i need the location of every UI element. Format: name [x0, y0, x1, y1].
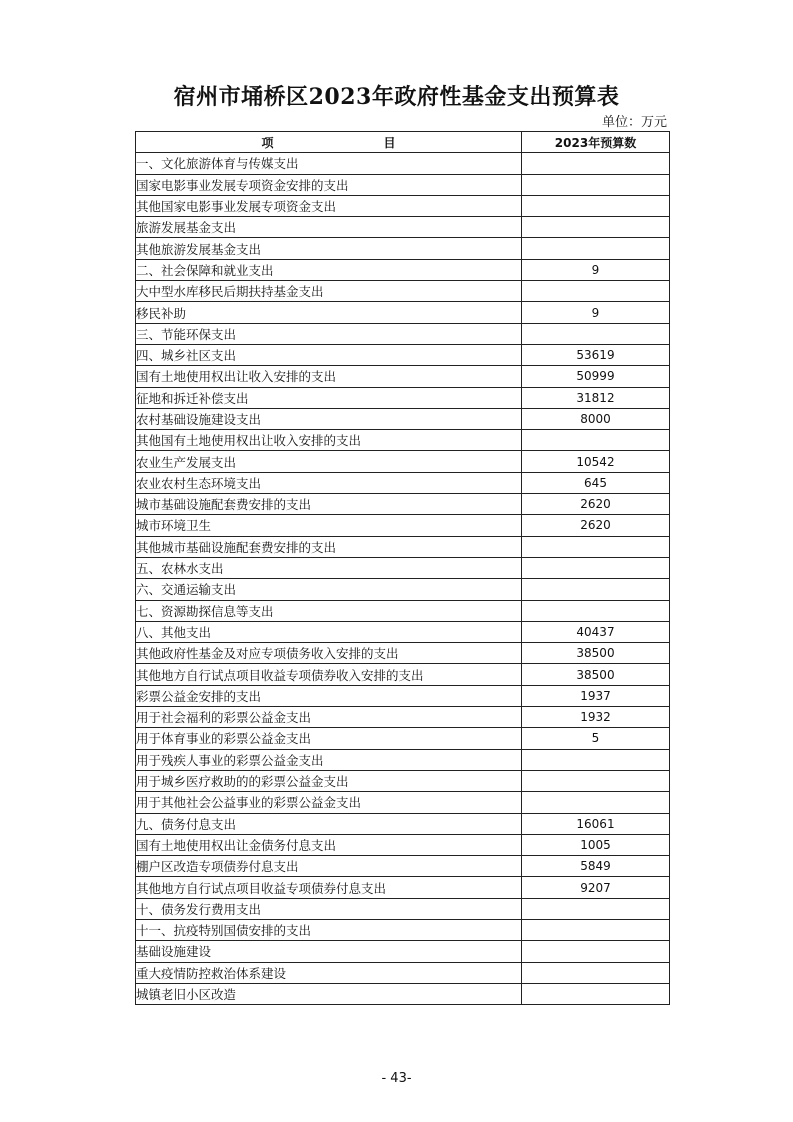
- row-name: 移民补助: [136, 302, 522, 323]
- table-row: [136, 983, 670, 1004]
- document-title: 宿州市埇桥区2023年政府性基金支出预算表: [173, 84, 620, 110]
- row-name: 十、债务发行费用支出: [136, 898, 522, 919]
- row-name: 七、资源勘探信息等支出: [136, 600, 522, 621]
- table-row: [136, 472, 670, 493]
- row-name: 城市基础设施配套费安排的支出: [136, 494, 522, 515]
- row-name: 用于体育事业的彩票公益金支出: [136, 728, 522, 749]
- row-name: 城镇老旧小区改造: [136, 983, 522, 1004]
- table-row: [136, 302, 670, 323]
- table-row: [136, 962, 670, 983]
- table-row: [136, 728, 670, 749]
- table-row: [136, 919, 670, 940]
- row-value: [522, 749, 670, 770]
- row-value: 1932: [522, 707, 670, 728]
- table-row: [136, 685, 670, 706]
- row-name: 二、社会保障和就业支出: [136, 259, 522, 280]
- table-header-row: [136, 132, 670, 153]
- page-number: - 43-: [381, 1071, 412, 1086]
- row-name: 农村基础设施建设支出: [136, 408, 522, 429]
- row-value: 9: [522, 302, 670, 323]
- row-value: 38500: [522, 664, 670, 685]
- row-name: 九、债务付息支出: [136, 813, 522, 834]
- header-item-char-1: 项: [261, 135, 274, 150]
- row-value: 9207: [522, 877, 670, 898]
- row-value: [522, 898, 670, 919]
- row-name: 其他城市基础设施配套费安排的支出: [136, 536, 522, 557]
- row-value: [522, 195, 670, 216]
- row-name: 用于社会福利的彩票公益金支出: [136, 707, 522, 728]
- row-name: 城市环境卫生: [136, 515, 522, 536]
- row-name: 棚户区改造专项债券付息支出: [136, 856, 522, 877]
- table-row: [136, 217, 670, 238]
- row-value: [522, 941, 670, 962]
- row-value: 5: [522, 728, 670, 749]
- row-value: 53619: [522, 344, 670, 365]
- row-name: 用于城乡医疗救助的的彩票公益金支出: [136, 770, 522, 791]
- row-name: 农业生产发展支出: [136, 451, 522, 472]
- table-row: [136, 941, 670, 962]
- table-row: [136, 323, 670, 344]
- row-value: 9: [522, 259, 670, 280]
- row-value: [522, 962, 670, 983]
- table-row: [136, 259, 670, 280]
- table-row: [136, 557, 670, 578]
- header-item-char-2: 目: [383, 135, 396, 150]
- row-name: 征地和拆迁补偿支出: [136, 387, 522, 408]
- budget-table: [135, 131, 670, 1005]
- table-row: [136, 430, 670, 451]
- row-name: 五、农林水支出: [136, 557, 522, 578]
- table-row: [136, 408, 670, 429]
- row-name: 重大疫情防控救治体系建设: [136, 962, 522, 983]
- row-value: 645: [522, 472, 670, 493]
- table-row: [136, 770, 670, 791]
- unit-label: 单位：万元: [601, 115, 667, 130]
- table-row: [136, 174, 670, 195]
- row-name: 四、城乡社区支出: [136, 344, 522, 365]
- table-row: [136, 536, 670, 557]
- row-value: 31812: [522, 387, 670, 408]
- row-value: [522, 238, 670, 259]
- table-row: [136, 749, 670, 770]
- row-value: 5849: [522, 856, 670, 877]
- table-row: [136, 621, 670, 642]
- row-name: 国有土地使用权出让金债务付息支出: [136, 834, 522, 855]
- row-value: 2620: [522, 515, 670, 536]
- table-row: [136, 579, 670, 600]
- row-value: 1937: [522, 685, 670, 706]
- row-value: [522, 323, 670, 344]
- table-row: [136, 238, 670, 259]
- table-row: [136, 664, 670, 685]
- row-name: 国有土地使用权出让收入安排的支出: [136, 366, 522, 387]
- table-row: [136, 813, 670, 834]
- row-value: [522, 579, 670, 600]
- row-name: 国家电影事业发展专项资金安排的支出: [136, 174, 522, 195]
- table-row: [136, 898, 670, 919]
- row-name: 其他政府性基金及对应专项债务收入安排的支出: [136, 643, 522, 664]
- row-name: 八、其他支出: [136, 621, 522, 642]
- row-value: [522, 983, 670, 1004]
- row-name: 一、文化旅游体育与传媒支出: [136, 153, 522, 174]
- row-name: 六、交通运输支出: [136, 579, 522, 600]
- row-name: 用于残疾人事业的彩票公益金支出: [136, 749, 522, 770]
- row-name: 农业农村生态环境支出: [136, 472, 522, 493]
- row-value: [522, 600, 670, 621]
- table-row: [136, 344, 670, 365]
- table-row: [136, 366, 670, 387]
- header-item: [136, 132, 522, 153]
- row-value: 40437: [522, 621, 670, 642]
- table-row: [136, 494, 670, 515]
- row-value: [522, 919, 670, 940]
- row-name: 其他地方自行试点项目收益专项债券收入安排的支出: [136, 664, 522, 685]
- row-value: 8000: [522, 408, 670, 429]
- row-name: 彩票公益金安排的支出: [136, 685, 522, 706]
- row-name: 十一、抗疫特别国债安排的支出: [136, 919, 522, 940]
- table-row: [136, 281, 670, 302]
- row-name: 基础设施建设: [136, 941, 522, 962]
- table-row: [136, 792, 670, 813]
- table-row: [136, 195, 670, 216]
- row-value: 10542: [522, 451, 670, 472]
- row-value: [522, 536, 670, 557]
- row-value: [522, 281, 670, 302]
- row-value: [522, 217, 670, 238]
- row-value: 38500: [522, 643, 670, 664]
- table-row: [136, 153, 670, 174]
- row-name: 其他国家电影事业发展专项资金支出: [136, 195, 522, 216]
- table-row: [136, 600, 670, 621]
- row-value: [522, 174, 670, 195]
- row-name: 用于其他社会公益事业的彩票公益金支出: [136, 792, 522, 813]
- row-value: [522, 770, 670, 791]
- row-name: 三、节能环保支出: [136, 323, 522, 344]
- row-value: 16061: [522, 813, 670, 834]
- row-value: 1005: [522, 834, 670, 855]
- table-row: [136, 387, 670, 408]
- table-row: [136, 515, 670, 536]
- table-row: [136, 856, 670, 877]
- row-name: 大中型水库移民后期扶持基金支出: [136, 281, 522, 302]
- row-value: [522, 557, 670, 578]
- table-row: [136, 834, 670, 855]
- table-row: [136, 877, 670, 898]
- row-value: [522, 430, 670, 451]
- row-value: 2620: [522, 494, 670, 515]
- table-row: [136, 451, 670, 472]
- header-value: 2023年预算数: [522, 132, 670, 153]
- row-name: 其他地方自行试点项目收益专项债券付息支出: [136, 877, 522, 898]
- table-row: [136, 643, 670, 664]
- row-name: 其他国有土地使用权出让收入安排的支出: [136, 430, 522, 451]
- row-name: 旅游发展基金支出: [136, 217, 522, 238]
- row-value: 50999: [522, 366, 670, 387]
- row-name: 其他旅游发展基金支出: [136, 238, 522, 259]
- row-value: [522, 153, 670, 174]
- table-row: [136, 707, 670, 728]
- row-value: [522, 792, 670, 813]
